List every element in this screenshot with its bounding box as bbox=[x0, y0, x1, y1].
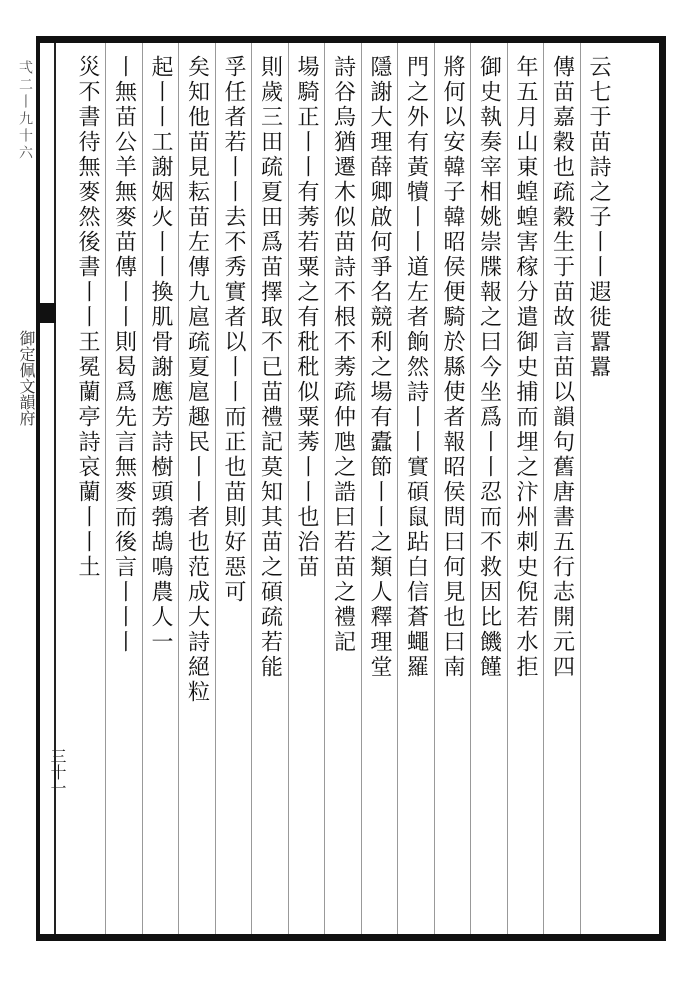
text-column: 傳苗嘉穀也疏穀生于苗故言苗以韻句舊唐書五行志開元四 bbox=[549, 55, 575, 680]
text-column: 年五月山東蝗蝗害稼分遣御史捕而埋之汴州刺史倪若水拒 bbox=[513, 55, 538, 680]
column-rule bbox=[178, 43, 179, 934]
spine-top-text: 弌二丨九十六 bbox=[17, 60, 33, 162]
column-rule bbox=[361, 43, 362, 934]
page-border-top bbox=[36, 36, 666, 43]
page-border-right bbox=[659, 36, 666, 941]
column-rule bbox=[580, 43, 581, 934]
column-rule bbox=[105, 43, 106, 934]
column-rule bbox=[288, 43, 289, 934]
page-number: 三十一 bbox=[48, 748, 67, 796]
text-column: 孚任者若丨丨去不秀實者以丨丨而正也苗則好惡可 bbox=[221, 55, 246, 605]
text-column: 門之外有黃犢丨丨道左者餉然詩丨丨實碩鼠跕白信蒼蠅羅 bbox=[403, 55, 429, 680]
text-column: 災不書待無麥然後書丨丨王冕蘭亭詩哀蘭丨丨土 bbox=[75, 55, 100, 580]
text-column: 場騎正丨丨有莠若粟之有秕秕似粟莠丨丨也治苗 bbox=[294, 55, 319, 580]
column-rule bbox=[543, 43, 544, 934]
text-column: 丨無苗公羊無麥苗傳丨丨則曷爲先言無麥而後言丨丨丨 bbox=[111, 55, 137, 655]
fishtail-mark bbox=[40, 303, 56, 323]
column-rule bbox=[215, 43, 216, 934]
text-column: 起丨丨工謝姻火丨丨換肌骨謝應芳詩樹頭鵓鴣鳴農人一 bbox=[148, 55, 173, 655]
text-column: 矣知他苗見耘苗左傳九扈疏夏扈趣民丨丨者也范成大詩絕粒 bbox=[184, 55, 210, 705]
text-column: 御史執奏宰相姚崇牒報之曰今坐爲丨丨忍而不救因比饑饉 bbox=[476, 55, 502, 680]
column-rule bbox=[397, 43, 398, 934]
column-rule bbox=[142, 43, 143, 934]
book-title-label: 御定佩文韻府 bbox=[17, 330, 36, 426]
text-column: 云七于苗詩之子丨丨遐徙囂囂 bbox=[586, 55, 611, 380]
text-column: 詩谷烏猶遷木似苗詩不根不莠疏仲虺之誥曰若苗之禮記 bbox=[330, 55, 356, 655]
column-rule bbox=[251, 43, 252, 934]
text-column: 將何以安韓子韓昭侯便騎於縣使者報昭侯問曰何見也曰南 bbox=[440, 55, 465, 680]
column-rule bbox=[324, 43, 325, 934]
column-rule bbox=[434, 43, 435, 934]
page-border-bottom bbox=[36, 934, 666, 941]
text-column: 則歲三田疏夏田爲苗擇取不已苗禮記莫知其苗之碩疏若能 bbox=[257, 55, 283, 680]
column-rule bbox=[507, 43, 508, 934]
text-column: 隱謝大理薛卿啟何爭名競利之場有蠹節丨丨之類人釋理堂 bbox=[367, 55, 392, 680]
column-rule bbox=[470, 43, 471, 934]
spine-margin bbox=[40, 43, 56, 934]
